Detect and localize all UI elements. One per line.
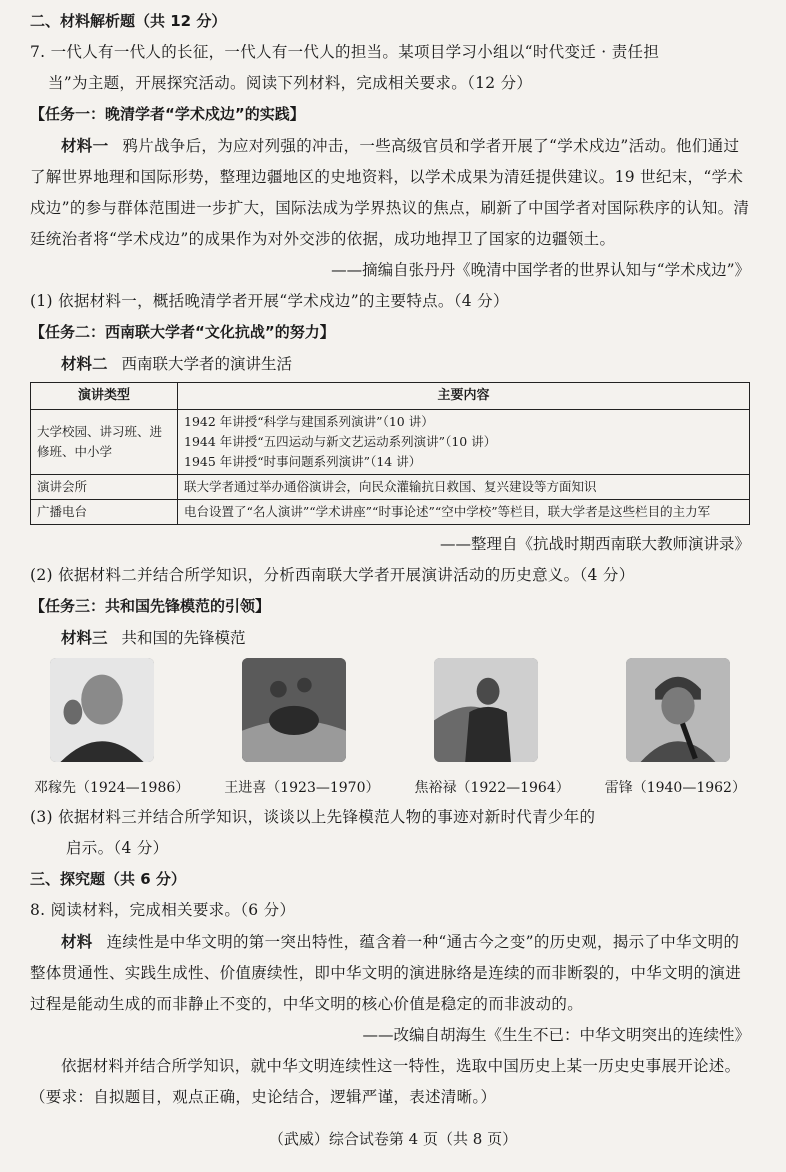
task2-title: 【任务二：西南联大学者“文化抗战”的努力】 [30, 323, 335, 341]
material2-label: 材料二 [61, 354, 108, 373]
content-line: 1944 年讲授“五四运动与新文艺运动系列演讲”（10 讲） [184, 434, 497, 449]
material2-heading [30, 348, 750, 380]
table-cell-content [178, 410, 750, 475]
q8-material [30, 926, 750, 1020]
portrait-row [30, 654, 750, 774]
table-cell-type: 广播电台 [31, 500, 178, 525]
caption-lei-feng: 雷锋（1940—1962） [604, 780, 746, 796]
table-row [31, 500, 750, 525]
material2-title: 西南联大学者的演讲生活 [121, 355, 293, 373]
portrait-jiao-yulu [434, 658, 538, 762]
question1: (1) 依据材料一，概括晚清学者开展“学术戍边”的主要特点。（4 分） [30, 292, 509, 310]
table-cell-type: 演讲会所 [31, 475, 178, 500]
q8-material-label: 材料 [61, 932, 93, 951]
content-line: 1942 年讲授“科学与建国系列演讲”（10 讲） [184, 414, 434, 429]
table-cell-content: 电台设置了“名人演讲”“学术讲座”“时事论述”“空中学校”等栏目，联大学者是这些栏目的主力军 [178, 500, 750, 525]
lecture-table [30, 382, 750, 525]
material1-label: 材料一 [61, 136, 109, 155]
section3-title: 三、探究题（共 6 分） [30, 870, 186, 888]
material1 [30, 130, 750, 255]
q7-stem-line2: 当”为主题，开展探究活动。阅读下列材料，完成相关要求。（12 分） [48, 74, 533, 92]
question3-line1: (3) 依据材料三并结合所学知识，谈谈以上先锋模范人物的事迹对新时代青少年的 [30, 808, 596, 826]
table-header-content: 主要内容 [178, 383, 750, 410]
material2-source: ——整理自《抗战时期西南联大教师演讲录》 [439, 535, 750, 553]
portrait-captions [30, 774, 750, 802]
q8-source: ——改编自胡海生《生生不已：中华文明突出的连续性》 [362, 1026, 750, 1044]
q8-material-text: 连续性是中华文明的第一突出特性，蕴含着一种“通古今之变”的历史观，揭示了中华文明的整体贯通性、实践生成性、价值赓续性，即中华文明的演进脉络是连续的而非断裂的，中华文明的演进过程是能动生成的而非静止不变的，中华文明的核心价值是稳定的而非波动的。 [30, 933, 742, 1013]
material1-source: ——摘编自张丹丹《晚清中国学者的世界认知与“学术戍边”》 [331, 261, 750, 279]
q7-stem-line1: 7. 一代人有一代人的长征，一代人有一代人的担当。某项目学习小组以“时代变迁 · 责任担 [30, 43, 660, 61]
content-line: 1945 年讲授“时事问题系列演讲”（14 讲） [184, 454, 422, 469]
task3-title: 【任务三：共和国先锋模范的引领】 [30, 597, 271, 615]
section2-title: 二、材料解析题（共 12 分） [30, 12, 227, 30]
caption-jiao-yulu: 焦裕禄（1922—1964） [414, 780, 570, 796]
q8-question: 依据材料并结合所学知识，就中华文明连续性这一特性，选取中国历史上某一历史史事展开论述。（要求：自拟题目，观点正确，史论结合，逻辑严谨，表述清晰。） [30, 1057, 741, 1106]
page-footer: （武威）综合试卷第 4 页（共 8 页） [268, 1130, 518, 1148]
q8-stem: 8. 阅读材料，完成相关要求。（6 分） [30, 901, 296, 919]
portrait-wang-jinxi [242, 658, 346, 762]
material3-title: 共和国的先锋模范 [121, 629, 246, 647]
material1-text: 鸦片战争后，为应对列强的冲击，一些高级官员和学者开展了“学术戍边”活动。他们通过了解世界地理和国际形势，整理边疆地区的史地资料，以学术成果为清廷提供建议。19 世纪末，“学术戍边”的参与群体范围进一步扩大，国际法成为学界热议的焦点，刷新了中国学者对国际秩序的认知。清廷统治者将“学术戍边”的成果作为对外交涉的依据，成功地捍卫了国家的边疆领土。 [30, 137, 750, 248]
table-row [31, 475, 750, 500]
task1-title: 【任务一：晚清学者“学术戍边”的实践】 [30, 105, 305, 123]
portrait-deng-jiaxian [50, 658, 154, 762]
material3-label: 材料三 [61, 628, 108, 647]
caption-wang-jinxi: 王进喜（1923—1970） [224, 780, 380, 796]
portrait-lei-feng [626, 658, 730, 762]
table-cell-content: 联大学者通过举办通俗演讲会，向民众灌输抗日救国、复兴建设等方面知识 [178, 475, 750, 500]
table-cell-type: 大学校园、讲习班、进修班、中小学 [31, 410, 178, 475]
table-row [31, 410, 750, 475]
question3-line2: 启示。（4 分） [66, 839, 169, 857]
caption-deng-jiaxian: 邓稼先（1924—1986） [34, 780, 190, 796]
question2: (2) 依据材料二并结合所学知识，分析西南联大学者开展演讲活动的历史意义。（4 分） [30, 566, 635, 584]
table-header-type: 演讲类型 [31, 383, 178, 410]
material3-heading [30, 622, 750, 654]
